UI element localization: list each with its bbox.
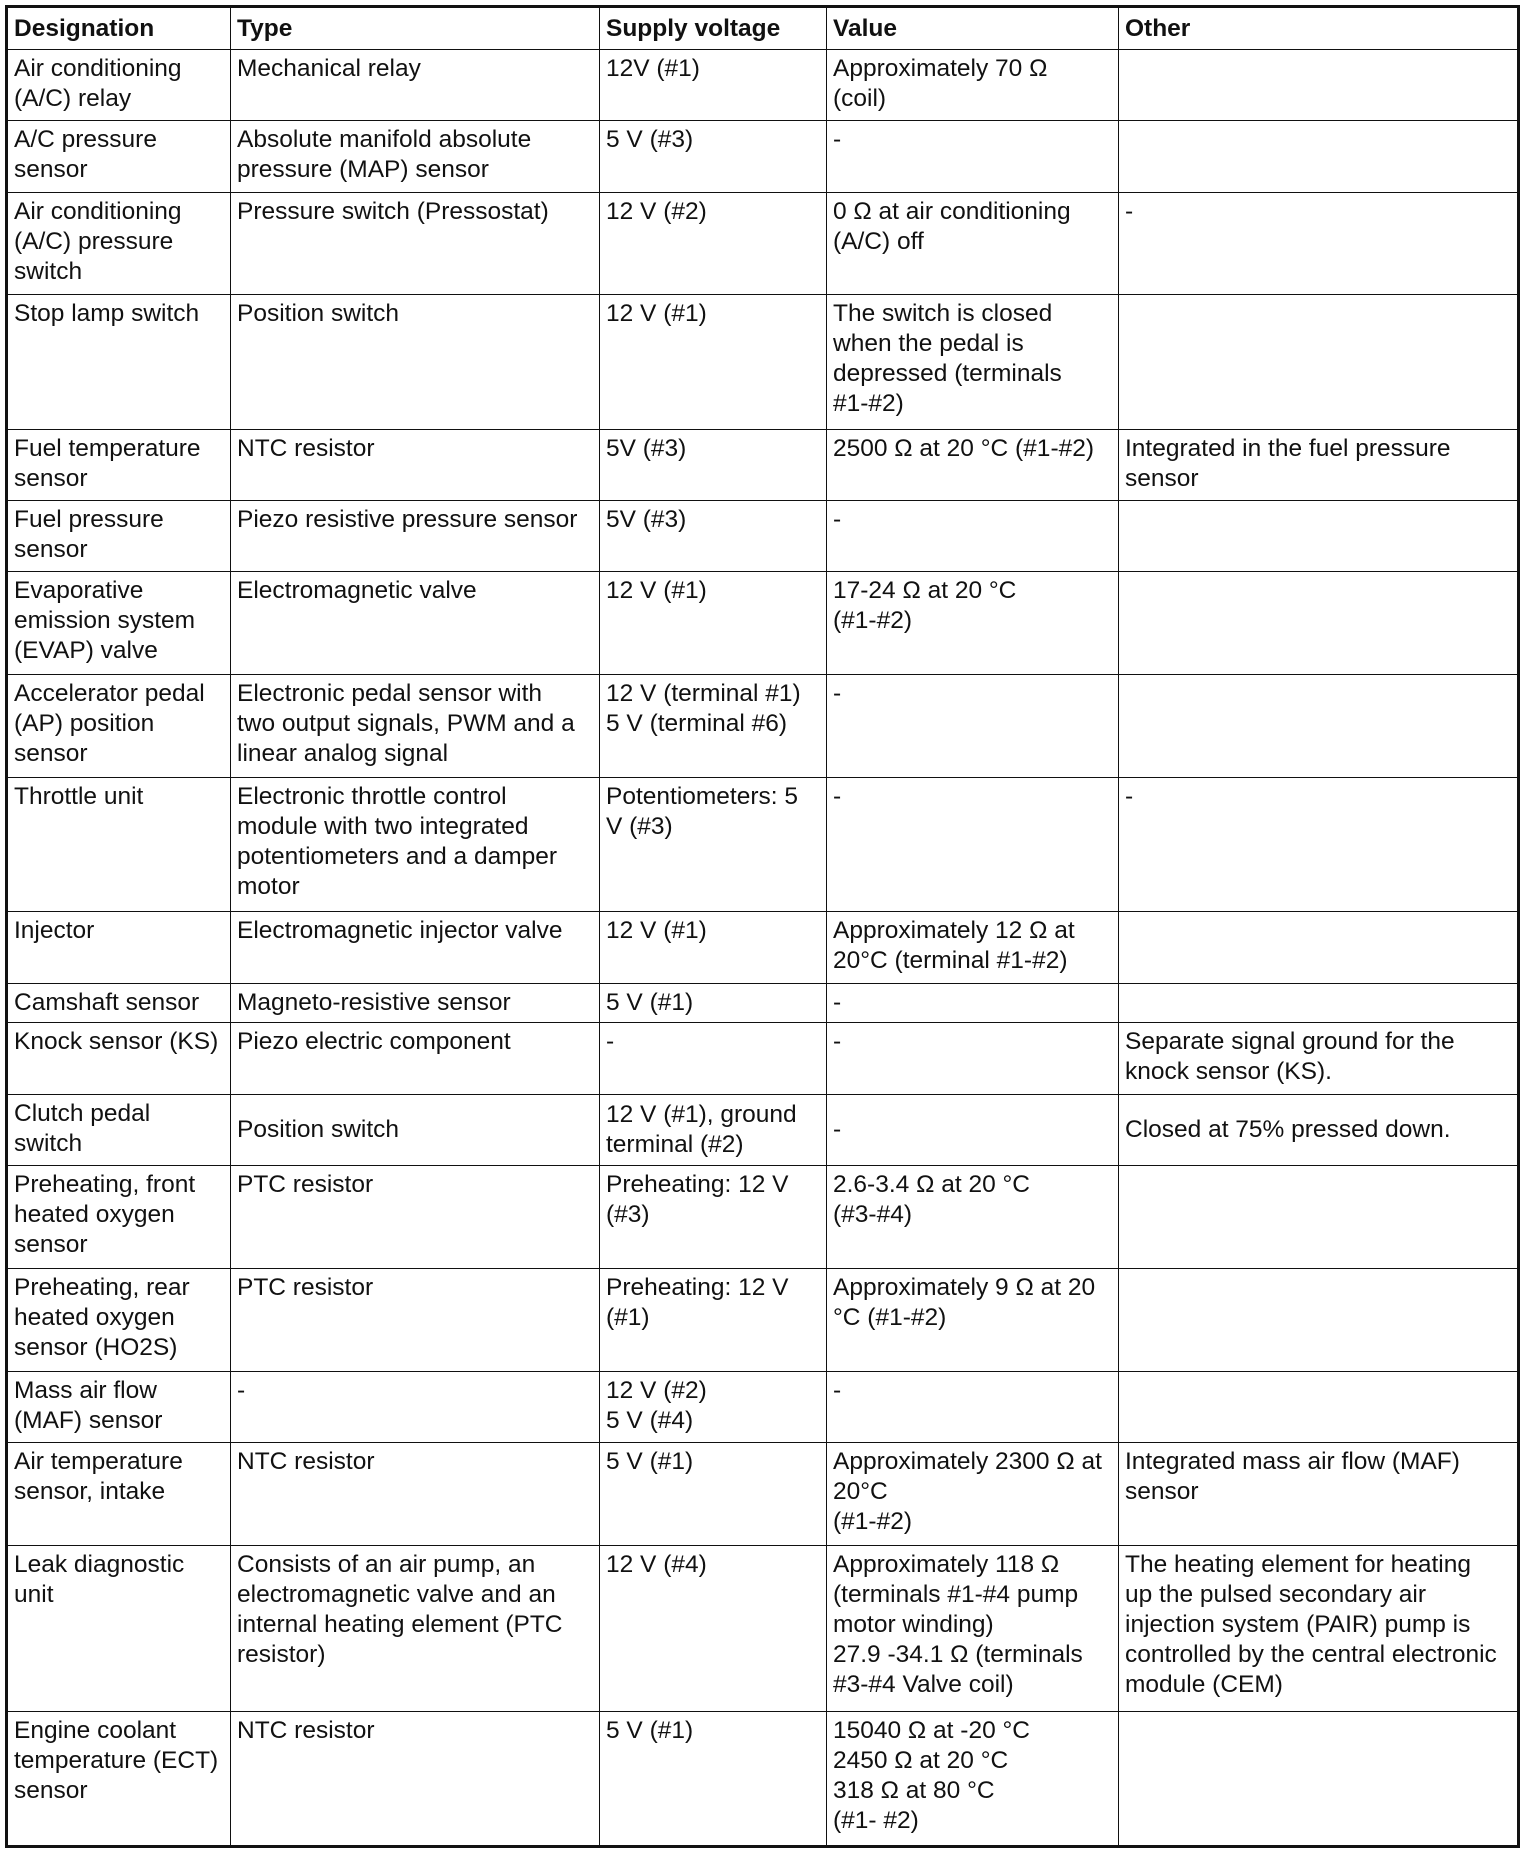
- type-cell: NTC resistor: [231, 1443, 600, 1546]
- supply-voltage-cell: 5V (#3): [600, 429, 827, 500]
- designation-cell: Stop lamp switch: [7, 295, 231, 429]
- value-cell: -: [827, 1371, 1119, 1442]
- value-cell: The switch is closed when the pedal is depressed (terminals #1-#2): [827, 295, 1119, 429]
- table-row: [7, 192, 1519, 295]
- designation-cell: Preheating, front heated oxygen sensor: [7, 1166, 231, 1269]
- other-cell: [1119, 675, 1519, 778]
- supply-voltage-cell: Preheating: 12 V (#1): [600, 1268, 827, 1371]
- type-cell: Consists of an air pump, an electromagnetic valve and an internal heating element (PTC resistor): [231, 1545, 600, 1711]
- table-row: [7, 675, 1519, 778]
- table-row: [7, 777, 1519, 911]
- value-cell: -: [827, 1094, 1119, 1165]
- supply-voltage-cell: 12 V (#2): [600, 192, 827, 295]
- designation-cell: Air temperature sensor, intake: [7, 1443, 231, 1546]
- header-row: [7, 7, 1519, 50]
- value-cell: 17-24 Ω at 20 °C (#1-#2): [827, 572, 1119, 675]
- supply-voltage-cell: Potentiometers: 5 V (#3): [600, 777, 827, 911]
- type-cell: PTC resistor: [231, 1268, 600, 1371]
- table-row: [7, 1023, 1519, 1094]
- table-row: [7, 1545, 1519, 1711]
- supply-voltage-cell: 5V (#3): [600, 501, 827, 572]
- table-row: [7, 572, 1519, 675]
- type-cell: NTC resistor: [231, 429, 600, 500]
- designation-cell: Clutch pedal switch: [7, 1094, 231, 1165]
- supply-voltage-cell: -: [600, 1023, 827, 1094]
- component-specification-table: [5, 5, 1520, 1848]
- header-supply-voltage: Supply voltage: [600, 7, 827, 50]
- designation-cell: Air conditioning (A/C) relay: [7, 50, 231, 121]
- value-cell: -: [827, 121, 1119, 192]
- value-cell: 15040 Ω at -20 °C 2450 Ω at 20 °C 318 Ω at 80 °C (#1- #2): [827, 1711, 1119, 1846]
- designation-cell: Camshaft sensor: [7, 983, 231, 1023]
- table-row: [7, 501, 1519, 572]
- other-cell: [1119, 50, 1519, 121]
- type-cell: Magneto-resistive sensor: [231, 983, 600, 1023]
- designation-cell: Mass air flow (MAF) sensor: [7, 1371, 231, 1442]
- header-value: Value: [827, 7, 1119, 50]
- value-cell: -: [827, 983, 1119, 1023]
- table-row: [7, 50, 1519, 121]
- other-cell: [1119, 572, 1519, 675]
- type-cell: Electromagnetic valve: [231, 572, 600, 675]
- table-row: [7, 429, 1519, 500]
- table-row: [7, 1166, 1519, 1269]
- table-row: [7, 1094, 1519, 1165]
- other-cell: Integrated mass air flow (MAF) sensor: [1119, 1443, 1519, 1546]
- other-cell: The heating element for heating up the pulsed secondary air injection system (PAIR) pump is controlled by the central electronic module (CEM): [1119, 1545, 1519, 1711]
- type-cell: Electronic throttle control module with two integrated potentiometers and a damper motor: [231, 777, 600, 911]
- other-cell: [1119, 121, 1519, 192]
- designation-cell: Fuel pressure sensor: [7, 501, 231, 572]
- supply-voltage-cell: 5 V (#1): [600, 1711, 827, 1846]
- supply-voltage-cell: Preheating: 12 V (#3): [600, 1166, 827, 1269]
- type-cell: Electronic pedal sensor with two output signals, PWM and a linear analog signal: [231, 675, 600, 778]
- type-cell: Piezo resistive pressure sensor: [231, 501, 600, 572]
- other-cell: [1119, 983, 1519, 1023]
- supply-voltage-cell: 5 V (#1): [600, 1443, 827, 1546]
- header-type: Type: [231, 7, 600, 50]
- other-cell: [1119, 501, 1519, 572]
- other-cell: Integrated in the fuel pressure sensor: [1119, 429, 1519, 500]
- designation-cell: Fuel temperature sensor: [7, 429, 231, 500]
- designation-cell: Engine coolant temperature (ECT) sensor: [7, 1711, 231, 1846]
- table-row: [7, 912, 1519, 983]
- other-cell: Separate signal ground for the knock sensor (KS).: [1119, 1023, 1519, 1094]
- table-row: [7, 1371, 1519, 1442]
- other-cell: [1119, 1711, 1519, 1846]
- designation-cell: Air conditioning (A/C) pressure switch: [7, 192, 231, 295]
- designation-cell: A/C pressure sensor: [7, 121, 231, 192]
- value-cell: -: [827, 501, 1119, 572]
- value-cell: 0 Ω at air conditioning (A/C) off: [827, 192, 1119, 295]
- component-table-sheet: [5, 5, 1517, 1848]
- header-other: Other: [1119, 7, 1519, 50]
- other-cell: [1119, 1268, 1519, 1371]
- other-cell: [1119, 1166, 1519, 1269]
- designation-cell: Leak diagnostic unit: [7, 1545, 231, 1711]
- table-row: [7, 983, 1519, 1023]
- table-row: [7, 121, 1519, 192]
- type-cell: Piezo electric component: [231, 1023, 600, 1094]
- value-cell: Approximately 12 Ω at 20°C (terminal #1-#2): [827, 912, 1119, 983]
- table-row: [7, 1443, 1519, 1546]
- supply-voltage-cell: 12V (#1): [600, 50, 827, 121]
- type-cell: Position switch: [231, 1094, 600, 1165]
- designation-cell: Accelerator pedal (AP) position sensor: [7, 675, 231, 778]
- value-cell: Approximately 9 Ω at 20 °C (#1-#2): [827, 1268, 1119, 1371]
- value-cell: Approximately 70 Ω (coil): [827, 50, 1119, 121]
- type-cell: NTC resistor: [231, 1711, 600, 1846]
- type-cell: -: [231, 1371, 600, 1442]
- supply-voltage-cell: 12 V (#1): [600, 572, 827, 675]
- other-cell: Closed at 75% pressed down.: [1119, 1094, 1519, 1165]
- designation-cell: Injector: [7, 912, 231, 983]
- supply-voltage-cell: 12 V (#1): [600, 912, 827, 983]
- value-cell: -: [827, 777, 1119, 911]
- other-cell: [1119, 295, 1519, 429]
- value-cell: 2500 Ω at 20 °C (#1-#2): [827, 429, 1119, 500]
- table-body: [7, 50, 1519, 1847]
- supply-voltage-cell: 12 V (#1), ground terminal (#2): [600, 1094, 827, 1165]
- type-cell: Pressure switch (Pressostat): [231, 192, 600, 295]
- other-cell: -: [1119, 192, 1519, 295]
- value-cell: -: [827, 1023, 1119, 1094]
- table-row: [7, 1711, 1519, 1846]
- supply-voltage-cell: 12 V (#4): [600, 1545, 827, 1711]
- supply-voltage-cell: 12 V (terminal #1) 5 V (terminal #6): [600, 675, 827, 778]
- supply-voltage-cell: 12 V (#2) 5 V (#4): [600, 1371, 827, 1442]
- value-cell: -: [827, 675, 1119, 778]
- other-cell: -: [1119, 777, 1519, 911]
- header-designation: Designation: [7, 7, 231, 50]
- value-cell: 2.6-3.4 Ω at 20 °C (#3-#4): [827, 1166, 1119, 1269]
- supply-voltage-cell: 5 V (#1): [600, 983, 827, 1023]
- type-cell: Electromagnetic injector valve: [231, 912, 600, 983]
- table-row: [7, 1268, 1519, 1371]
- value-cell: Approximately 2300 Ω at 20°C (#1-#2): [827, 1443, 1119, 1546]
- designation-cell: Evaporative emission system (EVAP) valve: [7, 572, 231, 675]
- supply-voltage-cell: 5 V (#3): [600, 121, 827, 192]
- type-cell: Position switch: [231, 295, 600, 429]
- other-cell: [1119, 1371, 1519, 1442]
- other-cell: [1119, 912, 1519, 983]
- type-cell: Absolute manifold absolute pressure (MAP) sensor: [231, 121, 600, 192]
- supply-voltage-cell: 12 V (#1): [600, 295, 827, 429]
- table-row: [7, 295, 1519, 429]
- designation-cell: Throttle unit: [7, 777, 231, 911]
- designation-cell: Knock sensor (KS): [7, 1023, 231, 1094]
- designation-cell: Preheating, rear heated oxygen sensor (HO2S): [7, 1268, 231, 1371]
- value-cell: Approximately 118 Ω (terminals #1-#4 pump motor winding) 27.9 -34.1 Ω (terminals #3-#4 Valve coil): [827, 1545, 1119, 1711]
- type-cell: PTC resistor: [231, 1166, 600, 1269]
- type-cell: Mechanical relay: [231, 50, 600, 121]
